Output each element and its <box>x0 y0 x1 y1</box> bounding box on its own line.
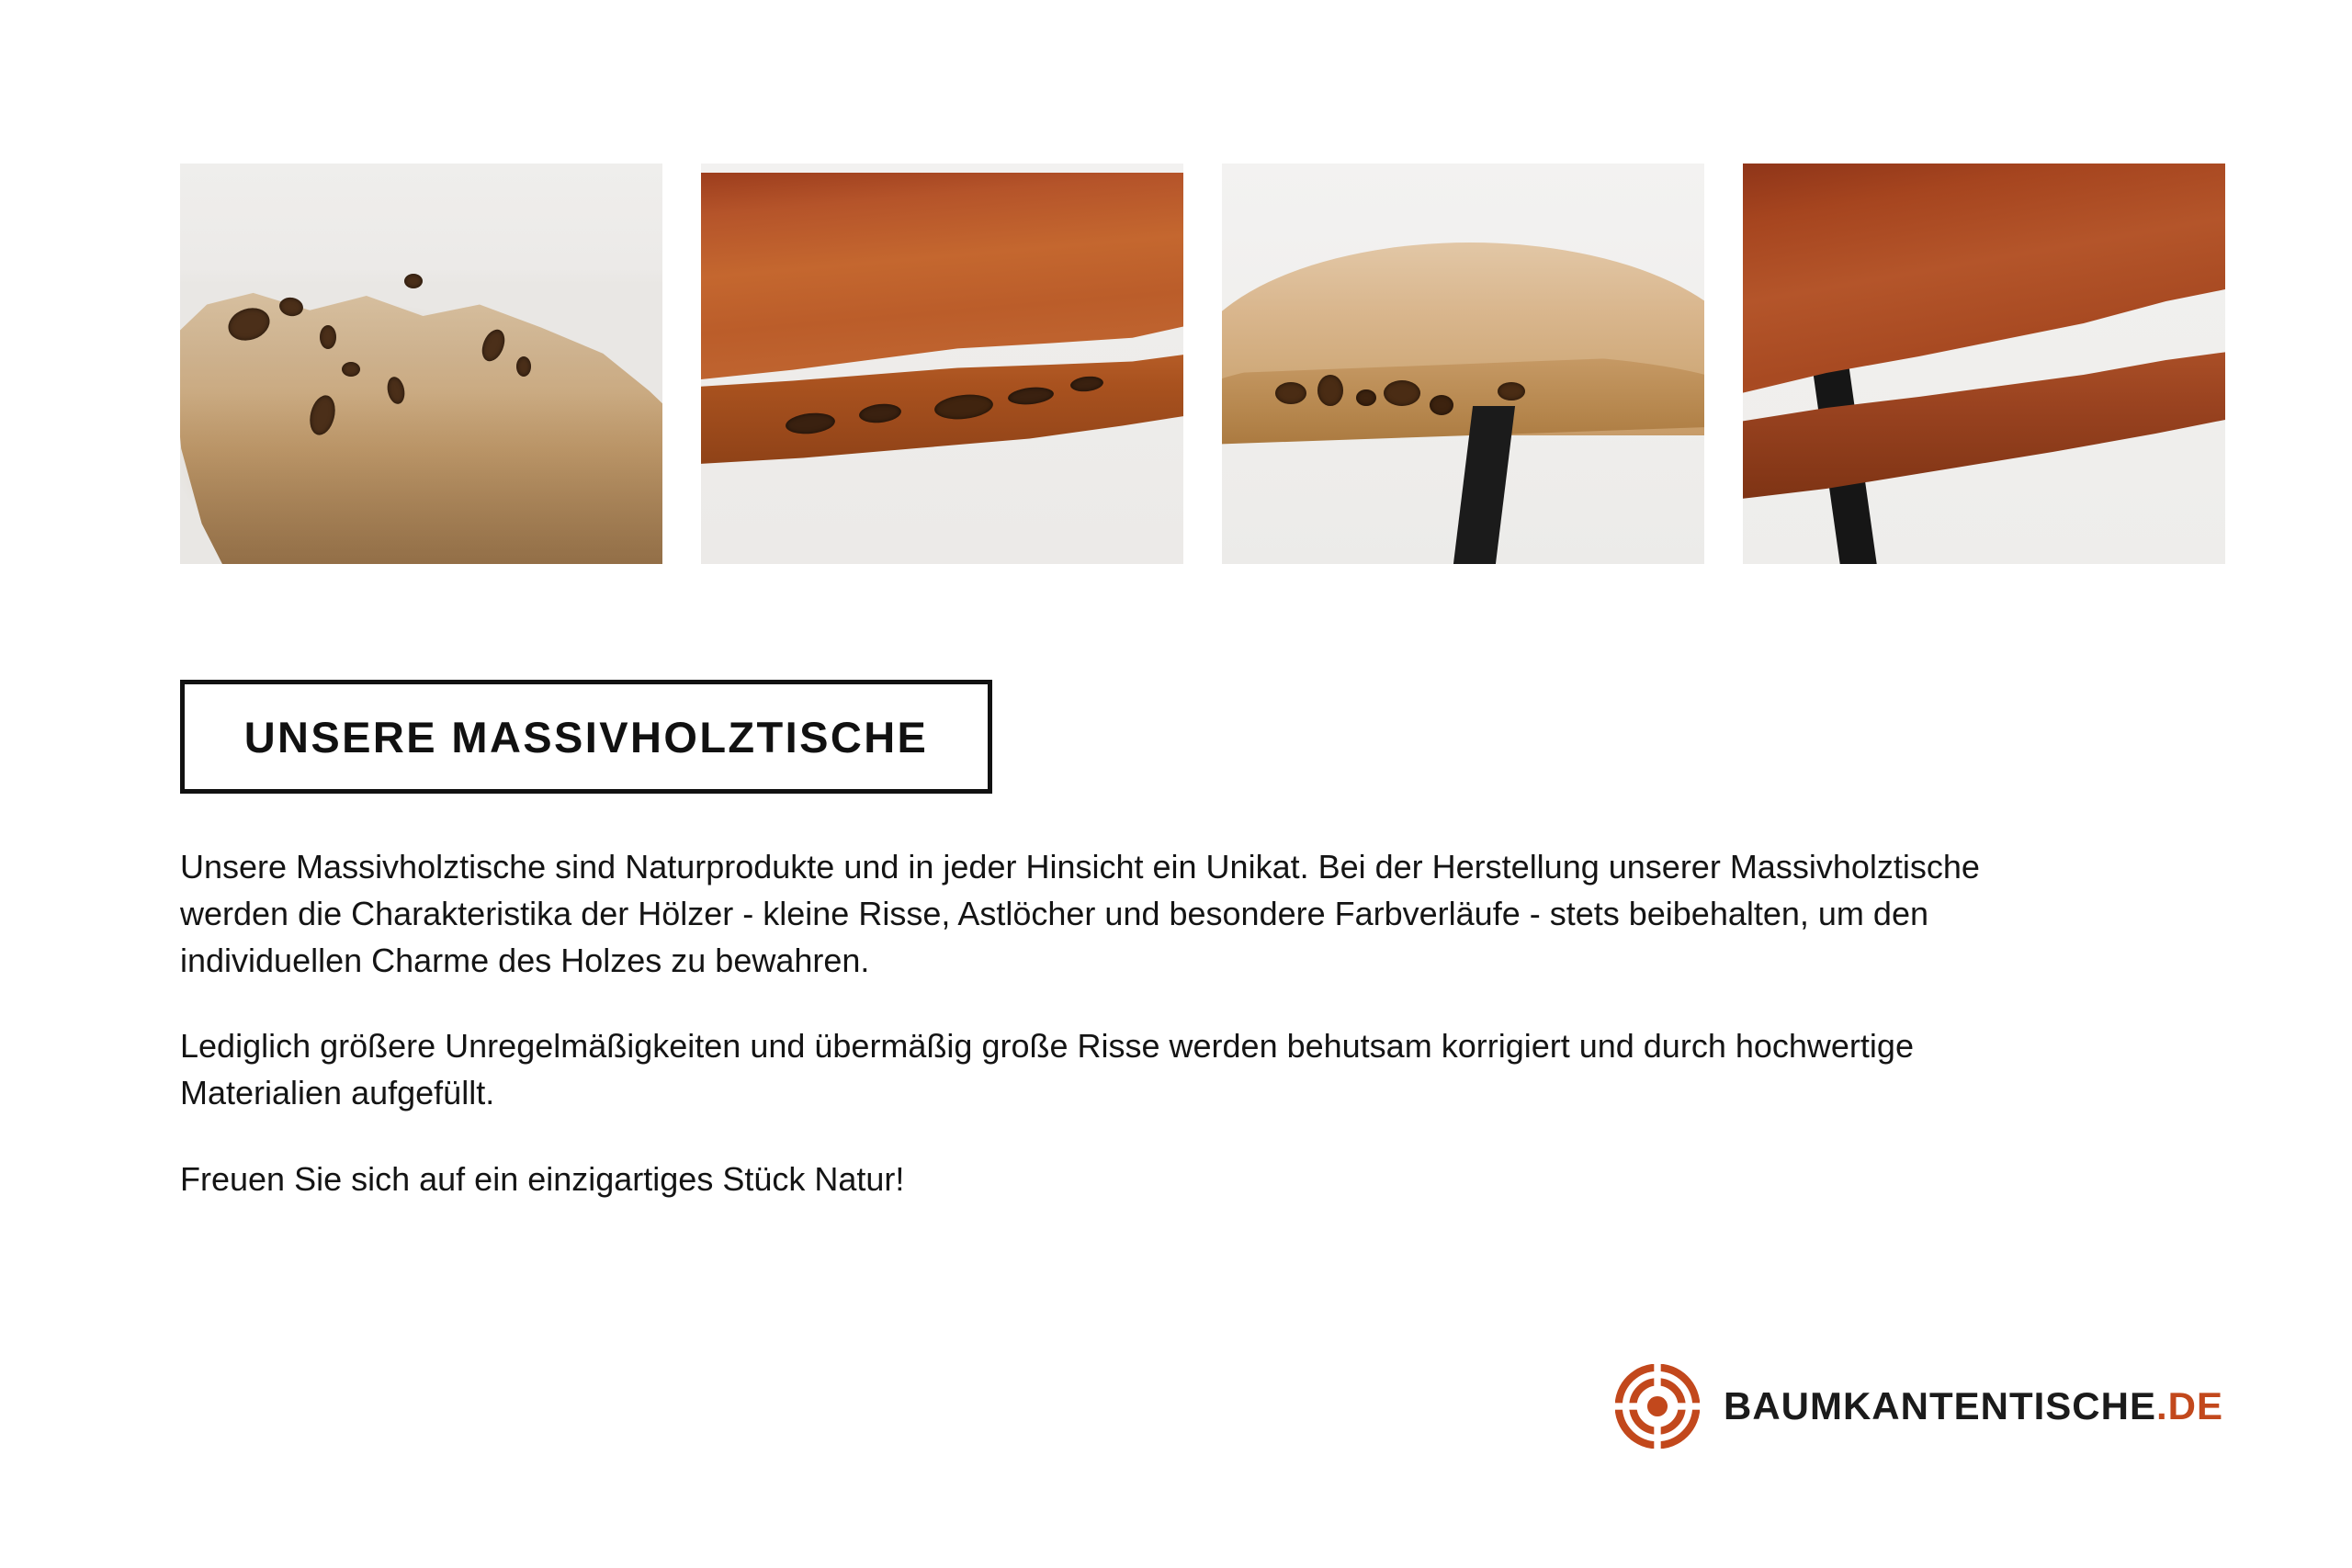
page-title: UNSERE MASSIVHOLZTISCHE <box>243 712 929 761</box>
paragraph-1: Unsere Massivholztische sind Naturprodukte und in jeder Hinsicht ein Unikat. Bei der Herstellung unserer Massivholztische werden die Charakteristika der Hölzer - kleine Risse, Astlöcher und besondere Farbverläufe - stets beibehalten, um den individuellen Charme des Holzes zu bewahren. <box>180 848 1980 980</box>
wood-knot <box>1498 382 1525 400</box>
wood-knot <box>1430 395 1453 415</box>
section-heading-box <box>180 680 992 794</box>
body-copy <box>180 843 2045 1202</box>
wood-knot <box>404 274 423 288</box>
wood-knot <box>516 356 531 377</box>
product-photo-3 <box>1222 164 1704 564</box>
wood-knot <box>1384 380 1420 406</box>
wood-knot <box>320 325 336 349</box>
wood-knot <box>342 362 360 377</box>
concentric-rings-logo-icon <box>1615 1364 1700 1449</box>
product-photo-1 <box>180 164 662 564</box>
paragraph-2: Lediglich größere Unregelmäßigkeiten und übermäßig große Risse werden behutsam korrigiert und durch hochwertige Materialien aufgefüllt. <box>180 1027 1914 1112</box>
brand-footer <box>1615 1364 2223 1449</box>
product-photo-strip <box>180 164 2227 564</box>
wood-knot <box>1317 375 1343 406</box>
wood-knot <box>1356 389 1376 406</box>
product-photo-2 <box>701 164 1183 564</box>
product-photo-4 <box>1743 164 2225 564</box>
wood-knot <box>1275 382 1306 404</box>
brand-name: BAUMKANTENTISCHE <box>1723 1384 2156 1427</box>
brand-wordmark <box>1724 1384 2223 1428</box>
brand-tld: .DE <box>2155 1384 2223 1427</box>
paragraph-3: Freuen Sie sich auf ein einzigartiges Stück Natur! <box>180 1159 905 1198</box>
